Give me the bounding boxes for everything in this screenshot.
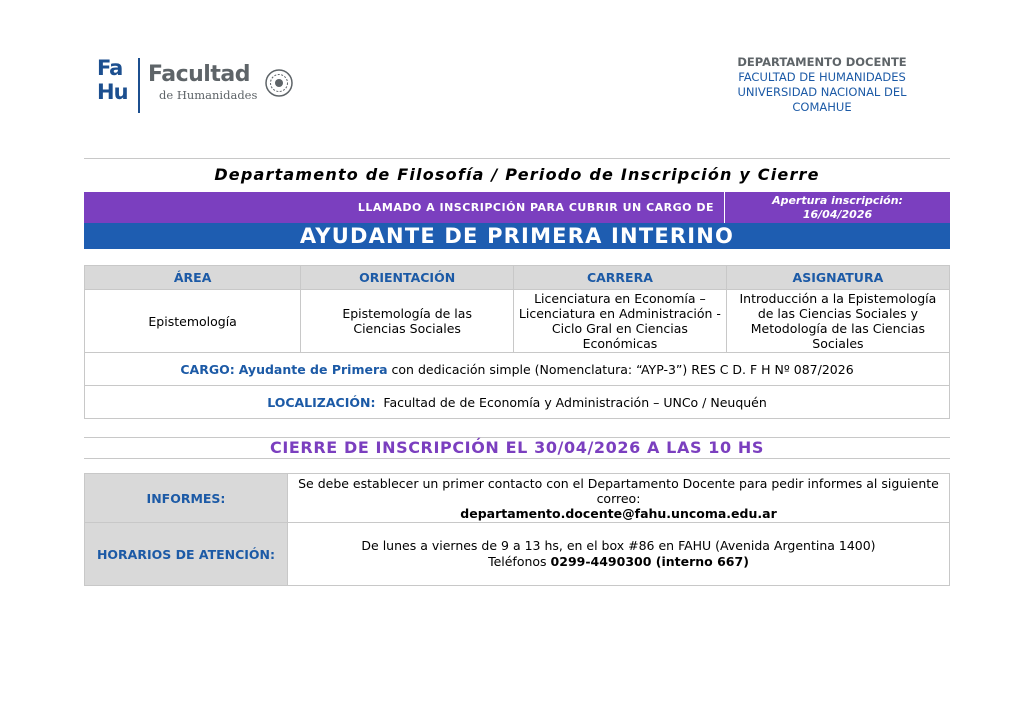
logo-name: Facultad bbox=[148, 62, 250, 87]
header-university: UNIVERSIDAD NACIONAL DEL COMAHUE bbox=[737, 85, 907, 114]
horarios-row bbox=[85, 523, 950, 586]
header-area: ÁREA bbox=[85, 266, 301, 290]
opening-date-box bbox=[724, 192, 950, 223]
informes-label: INFORMES: bbox=[85, 474, 288, 523]
position-table bbox=[84, 265, 950, 419]
divider-top bbox=[84, 158, 950, 159]
cell-subject: Introducción a la Epistemología de las Ciencias Sociales y Metodología de las Ciencias Sociales bbox=[726, 290, 949, 353]
horarios-text: De lunes a viernes de 9 a 13 hs, en el box #86 en FAHU (Avenida Argentina 1400) bbox=[361, 538, 876, 553]
cargo-cell bbox=[85, 353, 950, 386]
call-text: LLAMADO A INSCRIPCIÓN PARA CUBRIR UN CARGO DE bbox=[357, 201, 714, 214]
page-title: Departamento de Filosofía / Periodo de Inscripción y Cierre bbox=[214, 165, 820, 184]
header-faculty: FACULTAD DE HUMANIDADES bbox=[738, 70, 906, 84]
table-header-row bbox=[85, 266, 950, 290]
opening-date: 16/04/2026 bbox=[802, 208, 873, 221]
phones-line bbox=[294, 554, 943, 570]
info-table bbox=[84, 473, 950, 586]
header-career: CARRERA bbox=[514, 266, 727, 290]
role-title: AYUDANTE DE PRIMERA INTERINO bbox=[84, 223, 950, 249]
cell-area: Epistemología bbox=[85, 290, 301, 353]
header-department: DEPARTAMENTO DOCENTE bbox=[737, 55, 907, 69]
location-cell bbox=[85, 386, 950, 419]
header-subject: ASIGNATURA bbox=[726, 266, 949, 290]
cell-career: Licenciatura en Economía – Licenciatura en Administración - Ciclo Gral en Ciencias Económicas bbox=[514, 290, 727, 353]
opening-label: Apertura inscripción: bbox=[772, 194, 903, 207]
cargo-value: Ayudante de Primera bbox=[238, 361, 388, 377]
location-row bbox=[85, 386, 950, 419]
table-row bbox=[85, 290, 950, 353]
informes-text: Se debe establecer un primer contacto con el Departamento Docente para pedir informes al siguiente correo: bbox=[298, 475, 939, 506]
logo-hu: Hu bbox=[97, 80, 128, 104]
cargo-label: CARGO: bbox=[180, 361, 235, 377]
header-orientation: ORIENTACIÓN bbox=[301, 266, 514, 290]
faculty-logo bbox=[97, 58, 297, 118]
contact-email[interactable]: departamento.docente@fahu.uncoma.edu.ar bbox=[460, 505, 777, 521]
informes-row bbox=[85, 474, 950, 523]
location-label: LOCALIZACIÓN: bbox=[267, 394, 376, 410]
informes-content bbox=[288, 474, 950, 523]
logo-fa: Fa bbox=[97, 56, 123, 80]
logo-subtitle: de Humanidades bbox=[159, 88, 258, 102]
phones-value: 0299-4490300 (interno 667) bbox=[550, 554, 749, 569]
closing-notice: CIERRE DE INSCRIPCIÓN EL 30/04/2026 A LAS 10 HS bbox=[84, 437, 950, 459]
logo-divider bbox=[138, 58, 140, 113]
horarios-content bbox=[288, 523, 950, 586]
logo-monogram bbox=[97, 58, 128, 106]
horarios-label: HORARIOS DE ATENCIÓN: bbox=[85, 523, 288, 586]
university-seal-icon bbox=[265, 69, 293, 97]
cargo-row bbox=[85, 353, 950, 386]
cargo-detail: con dedicación simple (Nomenclatura: “AYP-3”) RES C D. F H Nº 087/2026 bbox=[391, 361, 854, 377]
location-value: Facultad de de Economía y Administración – UNCo / Neuquén bbox=[383, 394, 767, 410]
phones-label: Teléfonos bbox=[488, 554, 547, 569]
cell-orientation: Epistemología de las Ciencias Sociales bbox=[301, 290, 514, 353]
